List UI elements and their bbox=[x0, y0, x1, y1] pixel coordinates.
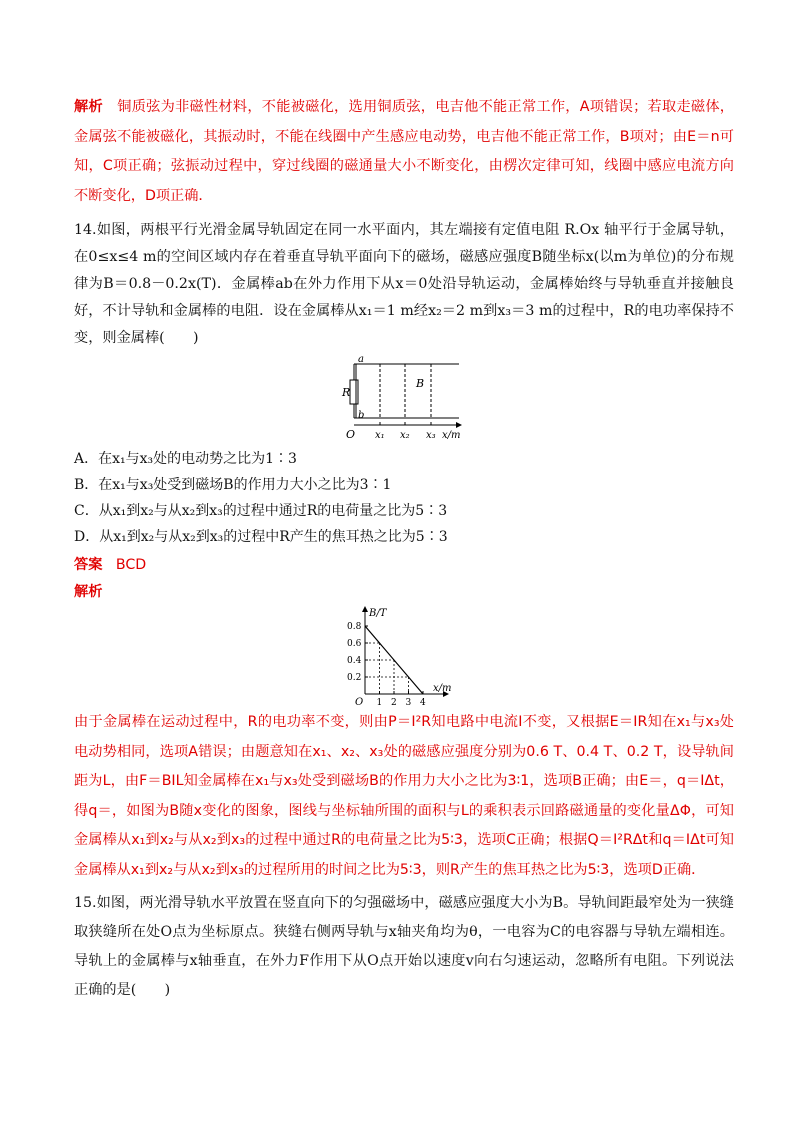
chart-x-tick-2: 2 bbox=[391, 698, 397, 708]
label-origin: O bbox=[346, 428, 356, 441]
rail-circuit-figure bbox=[74, 354, 734, 446]
option-b: B．在x₁与x₃处受到磁场B的作用力大小之比为3∶1 bbox=[74, 477, 392, 493]
question-14-stem: 14.如图，两根平行光滑金属导轨固定在同一水平面内，其左端接有定值电阻 R.Ox 轴平行于金属导轨，在0≤x≤4 m的空间区域内存在着垂直导轨平面向下的磁场，磁感应强度B随坐标x(以m为单位)的分布规律为B＝0.8－0.2x(T)．金属棒ab在外力作用下从x＝0处沿导轨运动，金属棒始终与导轨垂直并接触良好，不计导轨和金属棒的电阻．设在金属棒从x₁＝1 m经x₂＝2 m到x₃＝3 m的过程中，R的电功率保持不变，则金属棒( ) bbox=[74, 222, 734, 346]
b-x-chart-svg bbox=[74, 606, 734, 708]
analysis-13 bbox=[74, 93, 734, 211]
rail-circuit-diagram bbox=[74, 354, 734, 446]
chart-x-tick-1: 1 bbox=[376, 698, 383, 708]
document-page bbox=[74, 93, 734, 1005]
chart-y-tick-0.4: 0.4 bbox=[347, 656, 362, 666]
option-a: A．在x₁与x₃处的电动势之比为1∶3 bbox=[74, 451, 297, 467]
label-x3: x₃ bbox=[426, 430, 436, 441]
answer-line bbox=[74, 552, 734, 579]
label-a: a bbox=[358, 354, 364, 365]
label-x2: x₂ bbox=[400, 430, 410, 441]
label-b: b bbox=[358, 410, 365, 421]
label-x-axis: x/m bbox=[442, 430, 461, 441]
chart-y-arrow bbox=[362, 606, 368, 612]
chart-y-label: B/T bbox=[369, 608, 387, 619]
chart-origin-label: O bbox=[355, 697, 364, 708]
b-x-chart bbox=[74, 606, 734, 708]
label-x1: x₁ bbox=[375, 430, 385, 441]
answer-value: BCD bbox=[115, 557, 147, 573]
chart-x-tick-4: 4 bbox=[420, 698, 426, 708]
resistor-symbol bbox=[350, 380, 358, 404]
option-c: C．从x₁到x₂与从x₂到x₃的过程中通过R的电荷量之比为5∶3 bbox=[74, 503, 448, 519]
analysis-14-label: 解析 bbox=[74, 584, 103, 600]
analysis-13-label: 解析 bbox=[74, 99, 103, 115]
analysis-13-text: 铜质弦为非磁性材料，不能被磁化，选用铜质弦，电吉他不能正常工作，A项错误；若取走磁体，金属弦不能被磁化，其振动时，不能在线圈中产生感应电动势，电吉他不能正常工作，B项对；由E＝n可知，C项正确；弦振动过程中，穿过线圈的磁通量大小不断变化，由楞次定律可知，线圈中感应电流方向不断变化，D项正确． bbox=[74, 99, 734, 204]
question-15-stem: 15.如图，两光滑导轨水平放置在竖直向下的匀强磁场中，磁感应强度大小为B。导轨间距最窄处为一狭缝取狭缝所在处O点为坐标原点。狭缝右侧两导轨与x轴夹角均为θ，一电容为C的电容器与导轨左端相连。导轨上的金属棒与x轴垂直，在外力F作用下从O点开始以速度v向右匀速运动，忽略所有电阻。下列说法正确的是( ) bbox=[74, 895, 734, 998]
chart-x-tick-3: 3 bbox=[405, 698, 412, 708]
option-d: D．从x₁到x₂与从x₂到x₃的过程中R产生的焦耳热之比为5∶3 bbox=[74, 529, 448, 545]
label-B: B bbox=[416, 377, 425, 390]
chart-x-label: x/m bbox=[433, 683, 452, 694]
chart-y-tick-0.6: 0.6 bbox=[347, 639, 362, 649]
analysis-14-text: 由于金属棒在运动过程中，R的电功率不变，则由P＝I²R知电路中电流I不变，又根据E＝IR知在x₁与x₃处电动势相同，选项A错误；由题意知在x₁、x₂、x₃处的磁感应强度分别为0.6 T、0.4 T、0.2 T，设导轨间距为L，由F＝BIL知金属棒在x₁与x₃处受到磁场B的作用力大小之比为3∶1，选项B正确；由E＝，q＝IΔt，得q＝，如图为B随x变化的图象，图线与坐标轴所围的面积与L的乘积表示回路磁通量的变化量ΔΦ，可知金属棒从x₁到x₂与从x₂到x₃的过程中通过R的电荷量之比为5∶3，选项C正确；根据Q＝I²RΔt和q＝IΔt可知金属棒从x₁到x₂与从x₂到x₃的过程所用的时间之比为5∶3，则R产生的焦耳热之比为5∶3，选项D正确． bbox=[74, 714, 734, 878]
answer-label: 答案 bbox=[74, 557, 103, 573]
chart-y-tick-0.2: 0.2 bbox=[347, 673, 362, 683]
question-14-options bbox=[74, 446, 734, 550]
chart-y-tick-0.8: 0.8 bbox=[347, 622, 362, 632]
label-R: R bbox=[342, 386, 351, 399]
